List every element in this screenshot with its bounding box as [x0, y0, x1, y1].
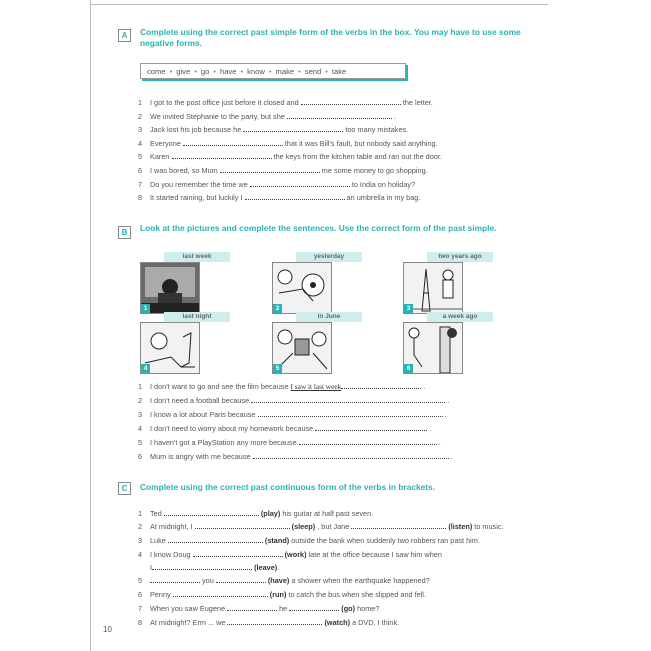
- picture-number: 3: [404, 304, 413, 313]
- exercise-item: [138, 138, 438, 149]
- item-text: Everyone: [150, 138, 181, 148]
- item-number: 8: [138, 618, 143, 627]
- exercise-item: [138, 521, 504, 532]
- picture-number: 1: [141, 304, 150, 313]
- item-text: outside the bank when suddenly two robbers ran past him.: [291, 536, 480, 545]
- item-number: 7: [138, 604, 143, 613]
- picture-3: [403, 262, 463, 314]
- item-text: .: [423, 382, 426, 391]
- word-option: know: [247, 67, 265, 76]
- verb-prompt: (stand): [264, 536, 290, 545]
- section-c-letter: C: [118, 482, 131, 495]
- answer-blank[interactable]: [220, 165, 320, 173]
- exercise-item: [138, 508, 373, 519]
- exercise-item-continued: [150, 562, 279, 573]
- exercise-item: [138, 395, 449, 406]
- answer-blank[interactable]: [250, 179, 350, 187]
- item-text: the keys from the kitchen table and ran out the door.: [273, 152, 442, 162]
- item-text: you: [202, 576, 214, 585]
- margin-line: [90, 0, 91, 651]
- bullet-separator: •: [194, 67, 197, 76]
- item-text: I got to the post office just before it closed and: [150, 98, 299, 107]
- verb-prompt: (have): [267, 576, 290, 585]
- item-number: 7: [138, 179, 143, 189]
- item-text: .: [429, 424, 432, 433]
- time-label: yesterday: [296, 252, 362, 262]
- item-number: 3: [138, 125, 143, 135]
- time-label: last week: [164, 252, 230, 262]
- picture-6: [403, 322, 463, 374]
- answer-blank[interactable]: [195, 521, 290, 529]
- time-label: last night: [164, 312, 230, 322]
- verb-prompt: (sleep): [291, 522, 316, 531]
- item-number: 8: [138, 193, 143, 203]
- bullet-separator: •: [169, 67, 173, 76]
- verb-prompt: (listen): [448, 522, 473, 531]
- page-number: 10: [103, 625, 112, 634]
- picture-number: 6: [404, 364, 413, 373]
- item-number: 5: [138, 152, 143, 162]
- exercise-item: [138, 111, 396, 122]
- item-number: 6: [138, 590, 143, 599]
- answer-blank[interactable]: [172, 151, 272, 159]
- exercise-item: [138, 179, 415, 190]
- answer-blank[interactable]: [245, 192, 345, 200]
- handwritten-answer: I saw it last week: [290, 382, 342, 391]
- picture-1: [140, 262, 200, 314]
- answer-blank[interactable]: [216, 575, 266, 583]
- item-text: We invited Stephanie to the party, but she: [150, 111, 285, 121]
- verb-prompt: (work): [284, 550, 307, 559]
- section-a-instruction: Complete using the correct past simple form of the verbs in the box. You may have to use some negative forms.: [140, 27, 521, 48]
- bullet-separator: •: [213, 67, 216, 76]
- item-text: .: [450, 452, 453, 461]
- exercise-item: [138, 381, 425, 392]
- answer-blank[interactable]: [299, 437, 437, 445]
- picture-5: [272, 322, 332, 374]
- item-number: 5: [138, 438, 143, 447]
- exercise-item: [138, 437, 441, 448]
- answer-blank[interactable]: [341, 381, 421, 389]
- picture-4: [140, 322, 200, 374]
- top-rule: [90, 4, 548, 5]
- answer-blank[interactable]: [168, 535, 263, 543]
- word-option: give: [176, 67, 191, 76]
- verb-prompt: (leave): [254, 563, 278, 572]
- section-c-instruction: Complete using the correct past continuous form of the verbs in brackets.: [140, 482, 436, 492]
- item-number: 1: [138, 98, 143, 107]
- word-option: come: [147, 67, 166, 76]
- exercise-item: [138, 97, 433, 108]
- item-text: I know a lot about Paris because: [150, 410, 256, 419]
- picture-number: 2: [273, 304, 282, 313]
- answer-blank[interactable]: [173, 589, 268, 597]
- item-text: he: [279, 604, 288, 613]
- item-number: 6: [138, 452, 143, 461]
- picture-number: 5: [273, 364, 282, 373]
- item-text: Penny: [150, 590, 171, 599]
- answer-blank[interactable]: [243, 124, 343, 132]
- bullet-separator: •: [240, 67, 244, 76]
- item-text: home?: [357, 604, 380, 613]
- exercise-item: [138, 409, 447, 420]
- item-text: Jack lost his job because he: [150, 125, 242, 135]
- time-label: two years ago: [427, 252, 493, 262]
- exercise-item: [138, 423, 431, 434]
- item-text: an umbrella in my bag.: [346, 193, 421, 203]
- picture-number: 4: [141, 364, 150, 373]
- exercise-item: [138, 549, 442, 560]
- answer-blank[interactable]: [289, 603, 339, 611]
- word-option: send: [304, 67, 322, 76]
- section-b-instruction: Look at the pictures and complete the sentences. Use the correct form of the past simple.: [140, 223, 497, 233]
- item-text: a DVD, I think.: [352, 618, 400, 627]
- item-text: that it was Bill's fault, but nobody said anything.: [284, 138, 438, 148]
- item-text: .: [277, 563, 280, 572]
- item-text: I: [150, 563, 153, 572]
- item-text: to India on holiday?: [351, 179, 416, 189]
- item-text: , but Jane: [317, 522, 350, 531]
- item-number: 4: [138, 550, 143, 559]
- verb-prompt: (run): [269, 590, 287, 599]
- time-label: a week ago: [427, 312, 493, 322]
- verb-prompt: (go): [341, 604, 356, 613]
- item-number: 3: [138, 536, 143, 545]
- item-text: Do you remember the time we: [150, 179, 248, 189]
- item-text: I know Doug: [150, 550, 191, 559]
- exercise-item: [138, 617, 399, 628]
- bullet-separator: •: [298, 67, 301, 76]
- answer-blank[interactable]: [152, 562, 252, 570]
- item-number: 2: [138, 396, 143, 405]
- item-text: late at the office because I saw him when: [308, 550, 442, 559]
- item-number: 1: [138, 509, 143, 518]
- item-text: to music.: [474, 522, 504, 531]
- answer-blank[interactable]: [183, 138, 283, 146]
- exercise-item: [138, 151, 442, 162]
- answer-blank[interactable]: [193, 549, 283, 557]
- item-number: 1: [138, 382, 143, 391]
- item-text: too many mistakes.: [345, 125, 409, 135]
- answer-blank[interactable]: [164, 508, 259, 516]
- item-number: 3: [138, 410, 143, 419]
- time-label: in June: [296, 312, 362, 322]
- exercise-item: [138, 192, 420, 203]
- word-option: have: [219, 67, 237, 76]
- item-number: 4: [138, 138, 143, 148]
- word-option: make: [275, 67, 295, 76]
- item-text: .: [438, 438, 441, 447]
- answer-blank[interactable]: [253, 451, 449, 459]
- item-text: When you saw Eugene: [150, 604, 226, 613]
- item-text: me some money to go shopping.: [321, 166, 428, 175]
- exercise-item: [138, 451, 453, 462]
- exercise-item: [138, 603, 379, 614]
- item-text: I don't need to worry about my homework because: [150, 424, 314, 433]
- bullet-separator: •: [325, 67, 328, 76]
- verb-prompt: (play): [260, 509, 281, 518]
- item-text: .: [447, 396, 450, 405]
- exercise-item: [138, 124, 408, 135]
- item-number: 5: [138, 576, 143, 585]
- exercise-item: [138, 535, 480, 546]
- word-option: take: [331, 67, 347, 76]
- item-text: to catch the bus when she slipped and fell.: [288, 590, 426, 599]
- item-text: At midnight, I: [150, 522, 193, 531]
- item-text: I don't need a football because: [150, 396, 250, 405]
- answer-blank[interactable]: [251, 395, 445, 403]
- answer-blank[interactable]: [227, 603, 277, 611]
- word-option: go: [200, 67, 210, 76]
- answer-blank[interactable]: [315, 423, 427, 431]
- item-number: 2: [138, 522, 143, 531]
- item-text: Luke: [150, 536, 166, 545]
- answer-blank[interactable]: [351, 521, 446, 529]
- picture-2: [272, 262, 332, 314]
- answer-blank[interactable]: [150, 575, 200, 583]
- section-a-letter: A: [118, 29, 131, 42]
- item-text: his guitar at half past seven.: [282, 509, 374, 518]
- bullet-separator: •: [268, 67, 272, 76]
- answer-blank[interactable]: [287, 111, 392, 119]
- item-text: Karen: [150, 152, 170, 162]
- answer-blank[interactable]: [301, 97, 401, 105]
- item-text: .: [444, 410, 447, 419]
- section-b-letter: B: [118, 226, 131, 239]
- item-text: It started raining, but luckily I: [150, 193, 243, 203]
- item-text: the letter.: [402, 98, 433, 107]
- item-text: I was bored, so Mum: [150, 166, 218, 175]
- verb-prompt: (watch): [324, 618, 351, 627]
- item-number: 4: [138, 424, 143, 433]
- item-text: At midnight? Erm ... we: [150, 618, 226, 627]
- word-box: [140, 63, 406, 79]
- item-text: .: [393, 111, 396, 121]
- answer-blank[interactable]: [227, 617, 322, 625]
- item-text: Ted: [150, 509, 162, 518]
- item-number: 6: [138, 166, 143, 175]
- exercise-item: [138, 165, 428, 176]
- exercise-item: [138, 575, 430, 586]
- answer-blank[interactable]: [258, 409, 443, 417]
- item-text: a shower when the earthquake happened?: [291, 576, 430, 585]
- item-text: I haven't got a PlayStation any more because: [150, 438, 297, 447]
- item-text: Mum is angry with me because: [150, 452, 251, 461]
- exercise-item: [138, 589, 426, 600]
- item-text: I don't want to go and see the film because: [150, 382, 289, 391]
- item-number: 2: [138, 111, 143, 121]
